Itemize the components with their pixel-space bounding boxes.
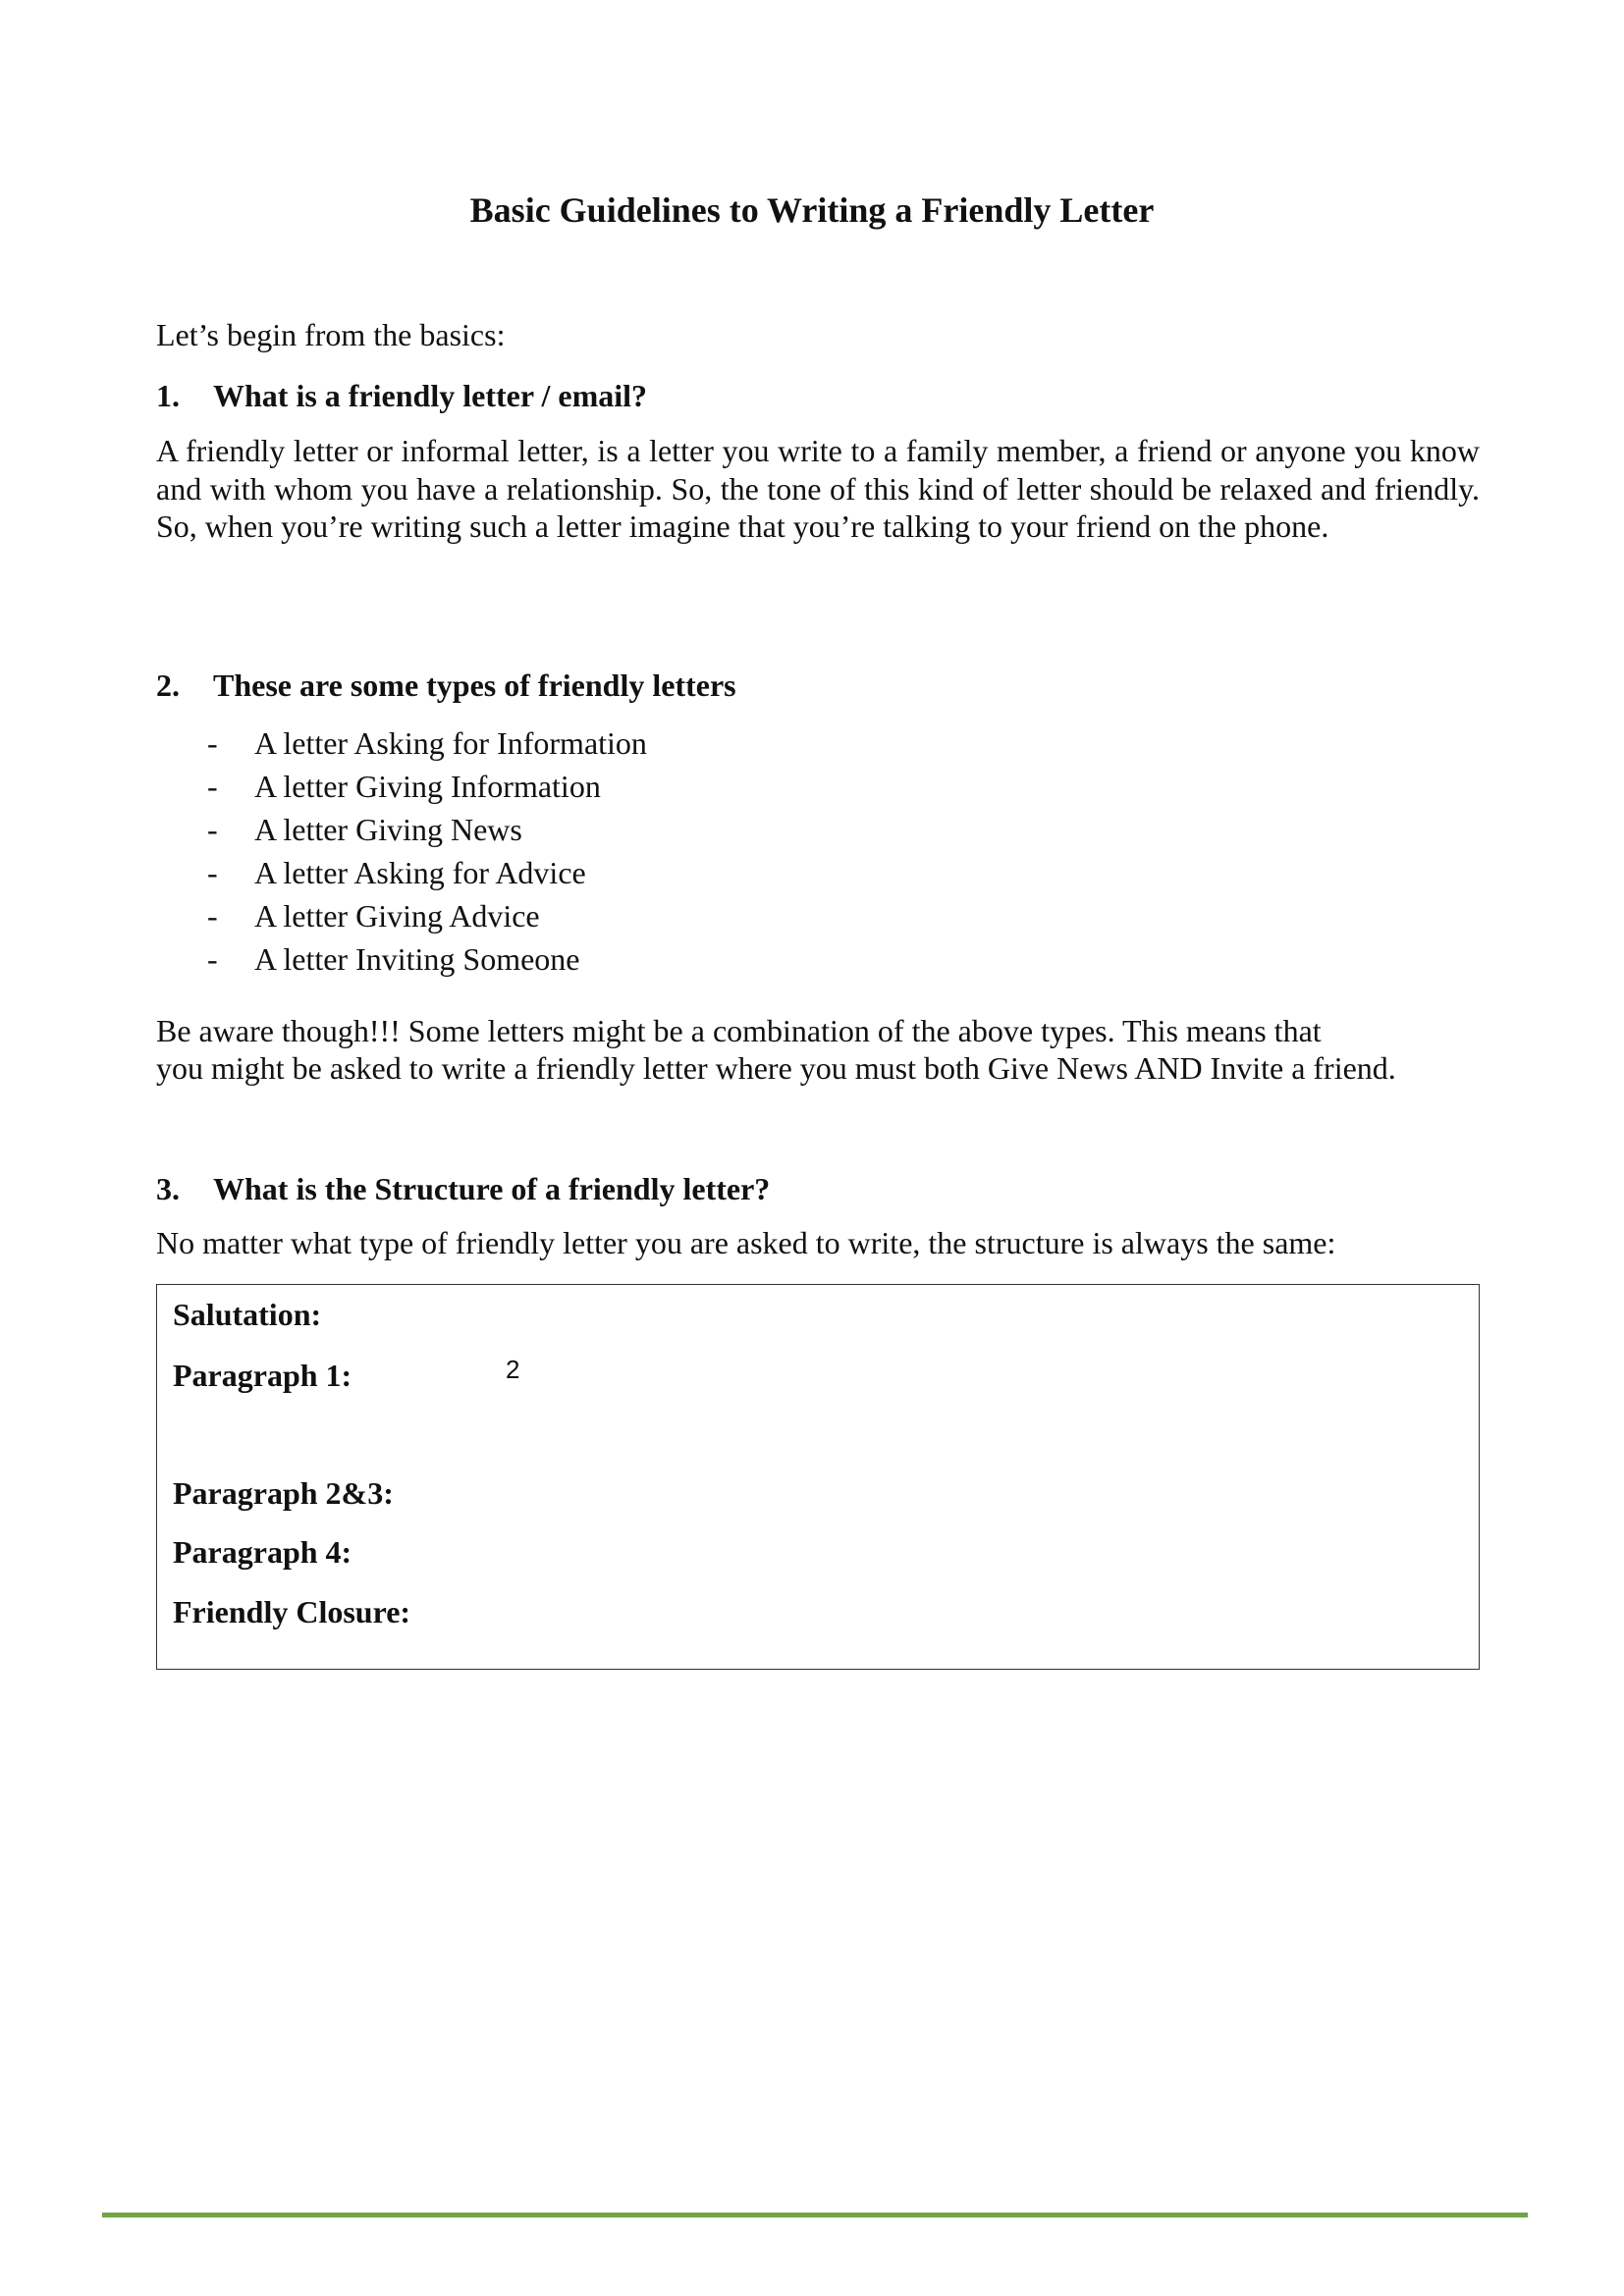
list-item bbox=[156, 851, 647, 894]
section-3-number: 3. bbox=[156, 1171, 180, 1206]
section-1-heading bbox=[156, 376, 647, 415]
section-2-title: These are some types of friendly letters bbox=[213, 667, 736, 703]
list-item bbox=[156, 721, 647, 765]
bullet-marker: - bbox=[207, 812, 218, 847]
letter-structure-box bbox=[156, 1284, 1480, 1670]
salutation-label: Salutation: bbox=[173, 1297, 322, 1332]
bullet-marker: - bbox=[207, 941, 218, 977]
paragraph-2-3-label: Paragraph 2&3: bbox=[173, 1475, 394, 1511]
section-1-number: 1. bbox=[156, 378, 180, 413]
list-item-text: A letter Asking for Advice bbox=[254, 855, 586, 890]
list-item-text: A letter Inviting Someone bbox=[254, 941, 580, 977]
bullet-marker: - bbox=[207, 769, 218, 804]
list-item-text: A letter Giving News bbox=[254, 812, 522, 847]
document-title: Basic Guidelines to Writing a Friendly Letter bbox=[469, 190, 1155, 230]
list-item bbox=[156, 937, 647, 981]
intro-text: Let’s begin from the basics: bbox=[156, 317, 506, 352]
bullet-marker: - bbox=[207, 725, 218, 761]
section-2-note-line-1: Be aware though!!! Some letters might be a combination of the above types. This means that bbox=[156, 1013, 1322, 1048]
section-1-body: A friendly letter or informal letter, is a letter you write to a family member, a friend or anyone you know and with whom you have a relationship. So, the tone of this kind of letter should be relaxed and friendly. So, when you’re writing such a letter imagine that you’re talking to your friend on the phone. bbox=[156, 433, 1480, 544]
paragraph-1-label: Paragraph 1: bbox=[173, 1358, 352, 1393]
section-3-title: What is the Structure of a friendly letter? bbox=[213, 1171, 771, 1206]
letter-types-list bbox=[156, 721, 647, 981]
friendly-closure-label: Friendly Closure: bbox=[173, 1594, 411, 1629]
list-item bbox=[156, 808, 647, 851]
list-item-text: A letter Giving Advice bbox=[254, 898, 540, 934]
section-2-number: 2. bbox=[156, 667, 180, 703]
paragraph-4-label: Paragraph 4: bbox=[173, 1534, 352, 1570]
footer-rule bbox=[102, 2213, 1528, 2217]
paragraph-1-note: 2 bbox=[506, 1355, 520, 1384]
list-item-text: A letter Giving Information bbox=[254, 769, 601, 804]
list-item bbox=[156, 894, 647, 937]
section-1-title: What is a friendly letter / email? bbox=[213, 378, 647, 413]
bullet-marker: - bbox=[207, 855, 218, 890]
section-3-body: No matter what type of friendly letter you are asked to write, the structure is always the same: bbox=[156, 1225, 1336, 1260]
list-item bbox=[156, 765, 647, 808]
section-2-heading bbox=[156, 666, 736, 705]
section-3-heading bbox=[156, 1169, 770, 1208]
bullet-marker: - bbox=[207, 898, 218, 934]
section-2-note-line-2: you might be asked to write a friendly letter where you must both Give News AND Invite a friend. bbox=[156, 1050, 1396, 1086]
list-item-text: A letter Asking for Information bbox=[254, 725, 647, 761]
